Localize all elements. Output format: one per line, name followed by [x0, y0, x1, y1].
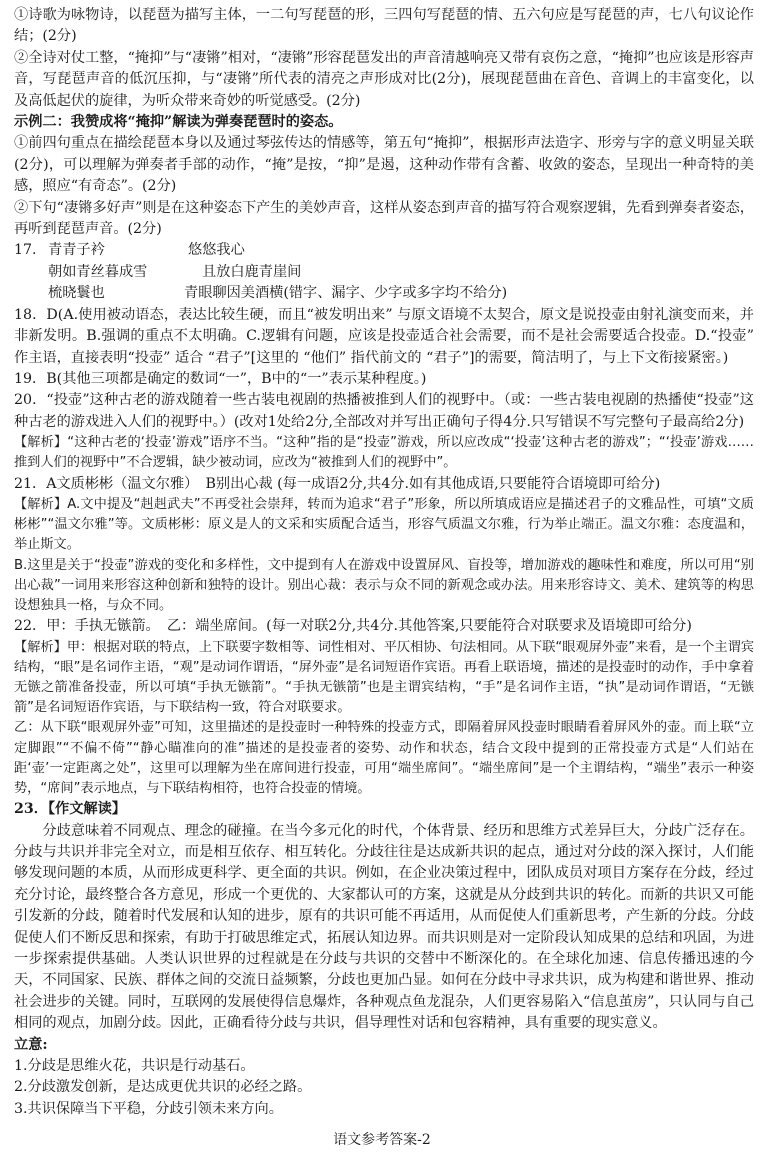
q17-answer-3b: 青眼聊因美酒横(错字、漏字、少字或多字均不给分)	[184, 285, 508, 302]
q17-answer-2b: 且放白鹿青崖间	[202, 263, 302, 280]
q21-answer: 21．A文质彬彬（温文尔雅） B别出心裁 (每一成语2分,共4分.如有其他成语,只要能符合语境即可给分)	[14, 475, 661, 492]
answer-page	[14, 5, 754, 1120]
q21-analysis-b: B.这里是关于“投壶”游戏的变化和多样性，文中提到有人在游戏中设置屏风、盲投等，增加游戏的趣味性和难度，所以可用“别出心裁”一词用来形容这种创新和独特的设计。别出心裁：表示与众不同的新观念或办法。用来形容诗文、美术、建筑等的构思设想独具一格，与众不同。	[14, 557, 754, 613]
essay-interpretation: 分歧意味着不同观点、理念的碰撞。在当今多元化的时代，个体背景、经历和思维方式差异巨大，分歧广泛存在。分歧与共识并非完全对立，而是相互依存、相互转化。分歧往往是达成新共识的起点，通过对分歧的深入探讨，人们能够发现问题的本质，从而形成更科学、更全面的共识。例如，在企业决策过程中，团队成员对项目方案存在分歧，经过充分讨论，最终整合各方意见，形成一个更优的、大家都认可的方案，这就是从分歧到共识的转化。而新的共识又可能引发新的分歧，随着时代发展和认知的进步，原有的共识可能不再适用，从而促使人们重新思考，产生新的分歧。分歧促使人们不断反思和探索，有助于打破思维定式，拓展认知边界。而共识则是对一定阶段认知成果的总结和巩固，为进一步探索提供基础。人类认识世界的过程就是在分歧与共识的交替中不断深化的。在全球化加速、信息传播迅速的今天，不同国家、民族、群体之间的交流日益频繁，分歧也更加凸显。如何在分歧中寻求共识，成为构建和谐世界、推动社会进步的关键。同时，互联网的发展使得信息爆炸，各种观点鱼龙混杂，人们更容易陷入“信息茧房”，只认同与自己相同的观点，加剧分歧。因此，正确看待分歧与共识，倡导理性对话和包容精神，具有重要的现实意义。	[14, 822, 754, 1032]
q19-answer: 19．B(其他三项都是确定的数词“一”，B中的“一”表示某种程度。)	[14, 370, 427, 387]
q22-analysis-a: 【解析】甲：根据对联的特点，上下联要字数相等、词性相对、平仄相协、句法相同。从下联“眼观屏外壶”来看，是一个主谓宾结构，“眼”是名词作主语，“观”是动词作谓语，“屏外壶”是名词短语作宾语。再看上联语境，描述的是投壶时的动作，手中拿着无镞之箭准备投壶，所以可填“手执无镞箭”。“手执无镞箭”也是主谓宾结构，“手”是名词作主语，“执”是动词作谓语，“无镞箭”是名词短语作宾语，与下联结构一致，符合对联要求。	[14, 639, 754, 716]
q17-answer-2a: 朝如青丝暮成雪	[48, 263, 148, 280]
q17-answer-1a: 青青子衿	[48, 242, 105, 259]
paragraph-gesture-analysis: ①前四句重点在描绘琵琶本身以及通过琴弦传达的情感等，第五句“掩抑”，根据形声法造字、形旁与字的意义明显关联(2分)，可以理解为弹奏者手部的动作，“掩”是按，“抑”是遏，这种动作带有含蓄、收敛的姿态，呈现出一种奇特的美感，照应“有奇态”。(2分)	[14, 135, 754, 195]
q17-row-1	[14, 240, 754, 261]
theme-item-2: 2.分歧激发创新，是达成更优共识的必经之路。	[14, 1079, 312, 1096]
page-footer: 语文参考答案-2	[333, 1132, 431, 1148]
q23-heading: 23．【作文解读】	[14, 801, 126, 818]
q21-analysis-a: 【解析】A.文中提及“赳赳武夫”不再受社会崇拜，转而为追求“君子”形象，所以所填成语应是描述君子的文雅品性，可填“文质彬彬”“温文尔雅”等。文质彬彬：原义是人的文采和实质配合适当，形容气质温文尔雅，行为举止端正。温文尔雅：态度温和，举止斯文。	[14, 496, 754, 553]
theme-heading: 立意:	[14, 1036, 48, 1053]
paragraph-contrast-analysis: ②全诗对仗工整，“掩抑”与“凄锵”相对，“凄锵”形容琵琶发出的声音清越响亮又带有哀伤之意，“掩抑”也应该是形容声音，写琵琶声音的低沉压抑，与“凄锵”所代表的清亮之声形成对比(2分)，展现琵琶曲在音色、音调上的丰富变化，以及高低起伏的旋律，为听众带来奇妙的听觉感受。(2分)	[14, 49, 754, 109]
example-two-heading: 示例二：我赞成将“掩抑”解读为弹奏琵琶时的姿态。	[14, 114, 343, 131]
q17-answer-3a: 梳晓鬟也	[48, 285, 105, 302]
q22-analysis-b: 乙：从下联“眼观屏外壶”可知，这里描述的是投壶时一种特殊的投壶方式，即隔着屏风投壶时眼睛看着屏风外的壶。而上联“立定脚跟”“不偏不倚”“静心瞄准向的准”描述的是投壶者的姿势、动作和状态，结合文段中提到的正常投壶方式是“人们站在距‘壶’一定距离之处”，这里可以理解为坐在席间进行投壶，可用“端坐席间”。“端坐席间”是一个主谓结构，“端坐”表示一种姿势，“席间”表示地点，与下联结构相符，也符合投壶的情境。	[14, 720, 755, 796]
q17-number: 17.	[14, 242, 37, 259]
q17-answer-1b: 悠悠我心	[188, 242, 245, 259]
q20-answer: 20．“投壶”这种古老的游戏随着一些古装电视剧的热播被推到人们的视野中。（或：一些古装电视剧的热播使“投壶”这种古老的游戏进入人们的视野中。）(改对1处给2分,全部改对并写出正确句子得4分.只写错误不写完整句子最高给2分)	[14, 392, 754, 430]
q17-row-3	[14, 283, 754, 304]
paragraph-form-analysis: ①诗歌为咏物诗，以琵琶为描写主体，一二句写琵琶的形，三四句写琵琶的情、五六句应是写琵琶的声，七八句议论作结；(2分)	[14, 7, 754, 45]
paragraph-sound-analysis: ②下句“凄锵多好声”则是在这种姿态下产生的美妙声音，这样从姿态到声音的描写符合观察逻辑，先看到弹奏者姿态，再听到琵琶声音。(2分)	[14, 199, 754, 238]
q17-row-2	[14, 262, 754, 283]
q20-analysis: 【解析】“这种古老的‘投壶’游戏”语序不当。“这种”指的是“投壶”游戏，所以应改成“‘投壶’这种古老的游戏”；“‘投壶’游戏……推到人们的视野中”不合逻辑，缺少被动词，应改为“被推到人们的视野中”。	[14, 435, 754, 471]
q18-answer: 18．D(A.使用被动语态，表达比较生硬，而且“被发明出来” 与原文语境不太契合，原文是说投壶由射礼演变而来，并非新发明。B.强调的重点不太明确。C.逻辑有问题，应该是投壶适合社会需要，而不是社会需要适合投壶。D.“投壶” 作主语，直接表明“投壶” 适合 “君子”[这里的 “他们” 指代前文的 “君子”]的需要，简洁明了，与上下文衔接紧密。)	[14, 306, 754, 366]
theme-item-1: 1.分歧是思维火花，共识是行动基石。	[14, 1058, 255, 1075]
theme-item-3: 3.共识保障当下平稳，分歧引领未来方向。	[14, 1100, 283, 1117]
q22-answer: 22．甲：手执无镞箭。 乙：端坐席间。(每一对联2分,共4分.其他答案,只要能符合对联要求及语境即可给分)	[14, 618, 692, 635]
